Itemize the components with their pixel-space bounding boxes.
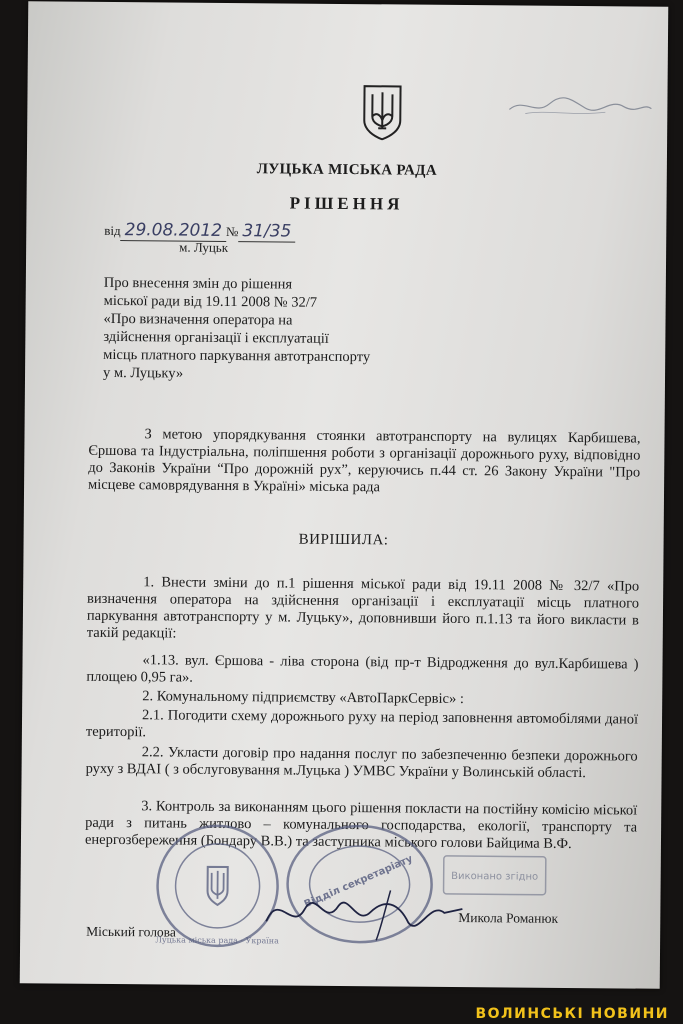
item-2-1: 2.1. Погодити схему дорожнього руху на період заповнення автомобілями даної території. [85,707,639,741]
item-3: 3. Контроль за виконанням цього рішення покласти на постійну комісію міської ради з питань житлово – комунального господарства, екології, транспорту та енергозбереження (Бондару В.В.) та заступника міського голови Байцима В.Ф. [84,798,638,852]
preamble-paragraph: З метою упорядкування стоянки автотранспорту на вулицях Карбишева, Єршова та Індустріальна, поліпшення роботи з організації дорожнього руху, відповідно до Законів України “Про дорожній рух”, керуючись п.44 ст. 26 Закону України "Про місцеве самоврядування в Україні» міська рада [88,426,641,496]
number-prefix: № [225,223,239,240]
watermark-logo: ВОЛИНСЬКІ НОВИНИ [475,1006,669,1022]
signatory-name: Микола Романюк [458,910,559,926]
dept-seal-text: Відділ секретаріату [302,853,415,911]
item-2-2: 2.2. Укласти договір про надання послуг по забезпеченню безпеки дорожнього руху з ВДАІ ( з обслуговування м.Луцька ) УМВС України у Волинській області. [85,744,638,782]
date-number-line [104,220,295,242]
signatory-position: Міський голова [86,923,176,940]
subject-line: міської ради від 19.11 2008 № 32/7 [103,292,318,311]
round-seal-text: Луцька міська рада · Україна [155,935,279,946]
number-value: 31/35 [238,221,295,242]
subject-line: у м. Луцьку» [102,364,184,382]
stamp-text: Виконано згідно [451,870,539,883]
decision-subject [103,274,371,384]
date-value: 29.08.2012 [121,220,227,242]
subject-line: Про внесення змін до рішення [103,274,293,293]
subject-line: здійснення організації і експлуатації [103,328,329,347]
item-1-13: «1.13. вул. Єршова - ліва сторона (від пр-т Відродження до вул.Карбишева ) площею 0,95 га». [86,652,639,686]
subject-line: «Про визначення оператора на [103,310,293,329]
handwritten-signature [258,881,469,943]
subject-line: місць платного паркування автотранспорту [103,346,371,366]
trident-emblem-icon [362,84,402,140]
item-1: 1. Внести зміни до п.1 рішення міської ради від 19.11 2008 № 32/7 «Про визначення оператора на здійснення організації і експлуатації місць платного паркування автотранспорту у м. Луцьку», доповнивши його п.1.13 та його викласти в такій редакції: [86,574,640,642]
item-2: 2. Комунальному підприємству «АвтоПаркСервіс» : [142,688,464,708]
city-name: м. Луцьк [179,239,229,255]
council-name: ЛУЦЬКА МІСЬКА РАДА [256,161,437,179]
date-prefix: від [104,222,121,239]
document-sheet [20,1,669,989]
document-type: РІШЕННЯ [289,193,404,214]
resolved-heading: ВИРІШИЛА: [298,531,389,549]
corner-handwritten-note [505,89,655,120]
